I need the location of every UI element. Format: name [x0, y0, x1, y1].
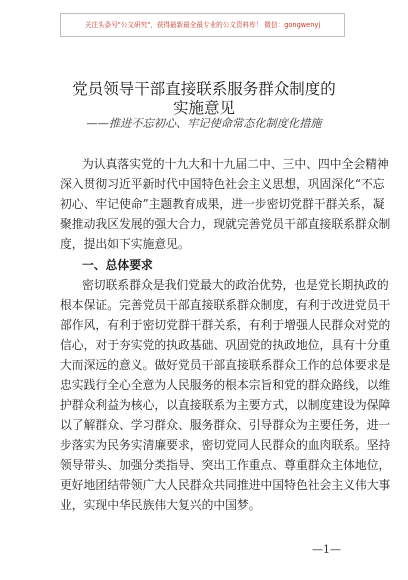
body-line: 密切联系群众是我们党最大的政治优势，也是党长期执政的 [82, 278, 389, 292]
document-title-line-2: 实施意见 [172, 99, 235, 117]
body-line: 大而深远的意义。做好党员干部直接联系群众工作的总体要求是 [60, 358, 391, 372]
body-line: 领导带头、加强分类指导、突出工作重点、尊重群众主体地位， [60, 458, 391, 472]
document-subtitle: ——推进不忘初心、牢记使命常态化制度化措施 [86, 117, 322, 130]
document-title-line-1: 党员领导干部直接联系服务群众制度的 [72, 80, 336, 98]
body-line: 忠实践行全心全意为人民服务的根本宗旨和党的群众路线，以维 [60, 378, 391, 392]
intro-line: 聚推动我区发展的强大合力，现就完善党员干部直接联系群众制 [60, 217, 391, 231]
section-heading: 一、总体要求 [82, 258, 153, 272]
body-line: 护群众利益为核心，以直接联系为主要方式，以制度建设为保障 [60, 398, 391, 412]
intro-line: 初心、牢记使命”主题教育成果，进一步密切党群干群关系，凝 [60, 197, 385, 211]
intro-line: 度，提出如下实施意见。 [60, 237, 190, 251]
intro-line: 为认真落实党的十九大和十九届二中、三中、四中全会精神 [82, 157, 389, 171]
body-line: 更好地团结带领广大人民群众共同推进中国特色社会主义伟大事 [60, 478, 391, 492]
body-line: 步落实为民务实清廉要求，密切党同人民群众的血肉联系。坚持 [60, 438, 391, 452]
promo-banner: 关注头条号"公文研究"，获得最新最全最专业的公文资料库！ 微信：gongwenyj [60, 13, 345, 37]
body-line: 信心，对于夯实党的执政基础、巩固党的执政地位，具有十分重 [60, 338, 391, 352]
body-line: 部作风，有利于密切党群干群关系，有利于增强人民群众对党的 [60, 318, 391, 332]
intro-line: 深入贯彻习近平新时代中国特色社会主义思想，巩固深化“不忘 [60, 177, 385, 191]
page-number: —1— [312, 543, 341, 556]
body-line: 根本保证。完善党员干部直接联系群众制度，有利于改进党员干 [60, 298, 391, 312]
body-line: 业，实现中华民族伟大复兴的中国梦。 [60, 498, 261, 512]
body-line: 以了解群众、学习群众、服务群众、引导群众为主要任务，进一 [60, 418, 391, 432]
